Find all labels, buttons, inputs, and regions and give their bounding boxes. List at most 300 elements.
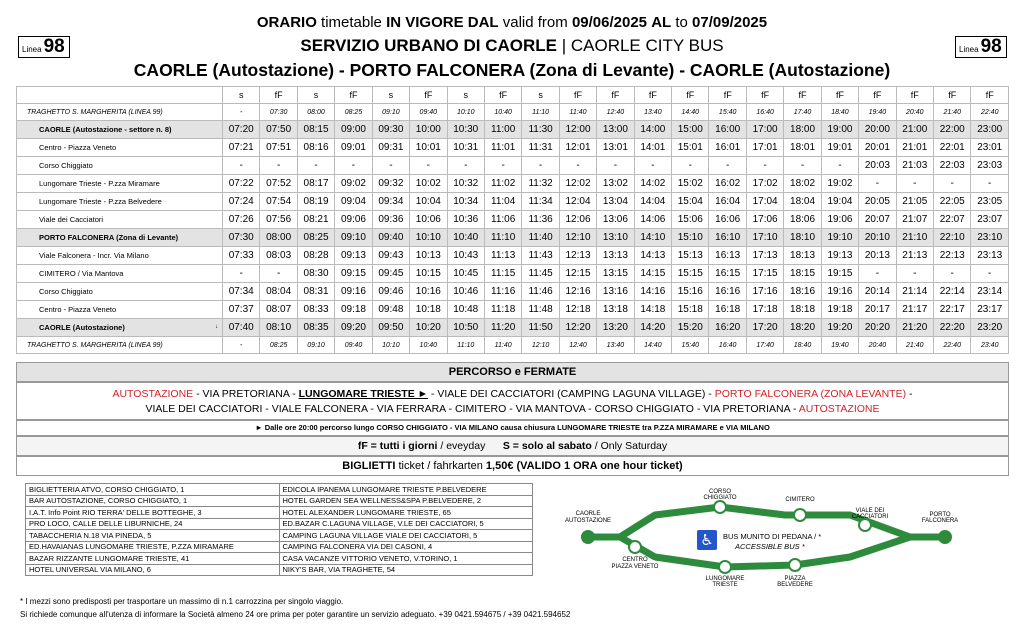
departure-time: 08:00: [260, 229, 297, 247]
departure-time: 07:52: [260, 175, 297, 193]
stop-row: [17, 247, 1009, 265]
departure-time: 10:40: [410, 337, 447, 354]
service-type-cell: fF: [260, 87, 297, 104]
map-label-piazza-1: PIAZZA: [784, 576, 806, 582]
departure-time: 09:40: [335, 337, 372, 354]
departure-time: 11:16: [484, 283, 521, 301]
departure-time: 10:32: [447, 175, 484, 193]
departure-time: 21:40: [896, 337, 933, 354]
departure-time: 18:10: [784, 229, 821, 247]
departure-time: 09:20: [335, 319, 372, 337]
validity-segment: IN VIGORE DAL: [386, 14, 499, 31]
stop-row: [17, 265, 1009, 283]
departure-time: 16:00: [709, 121, 746, 139]
departure-time: 14:00: [634, 121, 671, 139]
departure-time: -: [410, 157, 447, 175]
departure-time: 17:02: [746, 175, 783, 193]
evening-detour-note: ► Dalle ore 20:00 percorso lungo CORSO CHIGGIATO - VIA MILANO causa chiusura LUNGOMARE TRIESTE tra P.ZZA MIRAMARE e VIA MILANO: [16, 420, 1009, 436]
route-segment: LUNGOMARE TRIESTE ►: [298, 388, 429, 400]
departure-time: 15:06: [672, 211, 709, 229]
departure-time: 08:25: [260, 337, 297, 354]
outlet-row: [26, 553, 533, 565]
departure-time: 19:10: [821, 229, 858, 247]
departure-time: 07:40: [223, 319, 260, 337]
service-type-cell: fF: [597, 87, 634, 104]
departure-time: 22:07: [934, 211, 971, 229]
stop-name: [17, 301, 223, 319]
departure-time: 09:46: [372, 283, 409, 301]
departure-time: 18:06: [784, 211, 821, 229]
departure-time: -: [484, 157, 521, 175]
departure-time: -: [896, 265, 933, 283]
departure-time: 09:40: [410, 104, 447, 121]
route-segment: PORTO FALCONERA (ZONA LEVANTE): [714, 388, 907, 400]
outlet-cell: NIKY'S BAR, VIA TRAGHETE, 54: [279, 564, 533, 576]
departure-time: -: [372, 157, 409, 175]
departure-time: 23:03: [971, 157, 1009, 175]
departure-time: 14:16: [634, 283, 671, 301]
departure-time: 13:00: [597, 121, 634, 139]
departure-time: 12:15: [559, 265, 596, 283]
stop-name: [17, 319, 223, 337]
stop-name: [17, 157, 223, 175]
service-type-cell: fF: [934, 87, 971, 104]
departure-time: 14:01: [634, 139, 671, 157]
stop-name-text: Corso Chiggiato: [39, 161, 93, 170]
departure-time: 10:04: [410, 193, 447, 211]
stop-name-text: CIMITERO / Via Mantova: [39, 269, 124, 278]
departure-time: 18:01: [784, 139, 821, 157]
route-map: [560, 485, 980, 590]
stop-row: [17, 139, 1009, 157]
departure-time: 10:40: [447, 229, 484, 247]
departure-time: 19:20: [821, 319, 858, 337]
departure-time: 11:36: [522, 211, 559, 229]
departure-time: 20:07: [859, 211, 896, 229]
map-label-centro-1: CENTRO: [622, 557, 648, 563]
departure-time: 15:16: [672, 283, 709, 301]
departure-time: 08:03: [260, 247, 297, 265]
departure-time: 16:18: [709, 301, 746, 319]
stop-marker-corso-chiggiato: [714, 501, 726, 513]
departure-time: 13:10: [597, 229, 634, 247]
line-badge-number: 98: [980, 36, 1002, 57]
map-label-porto-1: PORTO: [929, 512, 951, 518]
service-type-cell: fF: [335, 87, 372, 104]
service-type-cell: s: [223, 87, 260, 104]
departure-time: 09:43: [372, 247, 409, 265]
departure-time: 15:20: [672, 319, 709, 337]
validity-segment: ORARIO: [256, 14, 317, 31]
departure-time: 22:05: [934, 193, 971, 211]
departure-time: -: [859, 265, 896, 283]
stop-marker-cimitero: [794, 509, 806, 521]
departure-time: 13:13: [597, 247, 634, 265]
departure-time: 20:14: [859, 283, 896, 301]
departure-time: 16:06: [709, 211, 746, 229]
departure-time: 08:07: [260, 301, 297, 319]
accessible-label-en: ACCESSIBLE BUS *: [735, 542, 805, 551]
outlet-cell: ED.HAVAIANAS LUNGOMARE TRIESTE, P.ZZA MIRAMARE: [26, 541, 280, 553]
departure-time: 10:40: [484, 104, 521, 121]
validity-segment: 09/06/2025: [571, 14, 648, 31]
departure-time: 16:20: [709, 319, 746, 337]
departure-time: 12:40: [597, 104, 634, 121]
departure-time: -: [597, 157, 634, 175]
departure-time: 10:15: [410, 265, 447, 283]
departure-time: 10:20: [410, 319, 447, 337]
outlet-cell: I.A.T. Info Point RIO TERRA' DELLE BOTTEGHE, 3: [26, 507, 280, 519]
route-title: CAORLE (Autostazione) - PORTO FALCONERA (Zona di Levante) - CAORLE (Autostazione): [133, 60, 891, 80]
departure-time: 08:35: [297, 319, 334, 337]
departure-time: 08:19: [297, 193, 334, 211]
departure-time: 21:10: [896, 229, 933, 247]
departure-time: 10:01: [410, 139, 447, 157]
departure-time: 11:06: [484, 211, 521, 229]
departure-time: 16:40: [746, 104, 783, 121]
departure-time: 17:06: [746, 211, 783, 229]
ticket-outlets-table: [25, 483, 533, 576]
departure-time: 13:16: [597, 283, 634, 301]
route-description: [16, 382, 1009, 420]
validity-segment: 07/09/2025: [692, 14, 768, 31]
departure-time: 14:20: [634, 319, 671, 337]
map-label-caorle-1: CAORLE: [575, 511, 601, 517]
departure-time: 18:16: [784, 283, 821, 301]
departure-time: 09:50: [372, 319, 409, 337]
stop-name: [17, 337, 223, 354]
departure-time: 19:04: [821, 193, 858, 211]
departure-time: 09:15: [335, 265, 372, 283]
departure-time: 08:16: [297, 139, 334, 157]
outlet-cell: BIGLIETTERIA ATVO, CORSO CHIGGIATO, 1: [26, 484, 280, 496]
departure-time: 11:10: [522, 104, 559, 121]
line-badge-label: Linea: [959, 45, 979, 54]
route-segment: -: [906, 388, 913, 400]
departure-time: 09:10: [372, 104, 409, 121]
service-title: [0, 36, 1024, 56]
departure-time: 09:06: [335, 211, 372, 229]
departure-time: 23:00: [971, 121, 1009, 139]
departure-time: 12:06: [559, 211, 596, 229]
departure-time: 14:13: [634, 247, 671, 265]
departure-time: 14:40: [634, 337, 671, 354]
stop-name: [17, 104, 223, 121]
departure-time: 12:10: [522, 337, 559, 354]
stop-name-text: Viale dei Cacciatori: [39, 215, 104, 224]
departure-time: 08:28: [297, 247, 334, 265]
service-type-cell: s: [447, 87, 484, 104]
departure-time: 10:06: [410, 211, 447, 229]
departure-time: 16:04: [709, 193, 746, 211]
stop-name: [17, 175, 223, 193]
departure-time: 09:31: [372, 139, 409, 157]
departure-time: 20:03: [859, 157, 896, 175]
stop-name-text: Centro - Piazza Veneto: [39, 143, 117, 152]
departure-time: 15:18: [672, 301, 709, 319]
info-segment: fF = tutti i giorni: [357, 440, 438, 452]
service-title-separator: |: [556, 36, 571, 55]
departure-time: 10:10: [447, 104, 484, 121]
departure-time: -: [260, 157, 297, 175]
departure-time: 17:18: [746, 301, 783, 319]
departure-time: 21:05: [896, 193, 933, 211]
departure-time: 07:24: [223, 193, 260, 211]
departure-time: 12:01: [559, 139, 596, 157]
departure-time: 07:56: [260, 211, 297, 229]
departure-time: 23:13: [971, 247, 1009, 265]
departure-time: 07:54: [260, 193, 297, 211]
service-type-cell: fF: [410, 87, 447, 104]
map-label-lungomare-1: LUNGOMARE: [705, 576, 745, 582]
stop-marker-lungomare: [719, 561, 731, 573]
outlet-cell: CAMPING LAGUNA VILLAGE VIALE DEI CACCIATORI, 5: [279, 530, 533, 542]
service-type-cell: fF: [559, 87, 596, 104]
departure-time: 22:17: [934, 301, 971, 319]
departure-time: 09:30: [372, 121, 409, 139]
departure-time: -: [223, 265, 260, 283]
departure-time: 10:16: [410, 283, 447, 301]
departure-time: 15:00: [672, 121, 709, 139]
departure-time: 16:40: [709, 337, 746, 354]
departure-time: 20:13: [859, 247, 896, 265]
service-type-cell: fF: [672, 87, 709, 104]
departure-time: -: [971, 265, 1009, 283]
departure-time: 15:13: [672, 247, 709, 265]
departure-time: 22:13: [934, 247, 971, 265]
service-type-cell: s: [372, 87, 409, 104]
service-type-corner: [17, 87, 223, 104]
service-type-cell: fF: [634, 87, 671, 104]
departure-time: 08:33: [297, 301, 334, 319]
departure-time: 08:30: [297, 265, 334, 283]
departure-time: 11:18: [484, 301, 521, 319]
departure-time: 11:13: [484, 247, 521, 265]
departure-time: 10:18: [410, 301, 447, 319]
departure-time: 20:10: [859, 229, 896, 247]
departure-time: 12:10: [559, 229, 596, 247]
stop-name: [17, 283, 223, 301]
departure-time: 18:18: [784, 301, 821, 319]
outlet-cell: BAR AUTOSTAZIONE, CORSO CHIGGIATO, 1: [26, 495, 280, 507]
departure-time: 20:40: [896, 104, 933, 121]
departure-time: 11:20: [484, 319, 521, 337]
stop-name: [17, 229, 223, 247]
departure-time: 13:04: [597, 193, 634, 211]
frequency-legend: [16, 436, 1009, 456]
info-segment: / eveyday: [437, 440, 503, 452]
departure-time: -: [260, 265, 297, 283]
departure-time: 15:01: [672, 139, 709, 157]
service-type-cell: fF: [896, 87, 933, 104]
departure-time: 17:20: [746, 319, 783, 337]
departure-time: 12:04: [559, 193, 596, 211]
departure-time: 17:10: [746, 229, 783, 247]
departure-time: 21:40: [934, 104, 971, 121]
service-type-cell: fF: [821, 87, 858, 104]
departure-time: -: [672, 157, 709, 175]
stop-row: [17, 301, 1009, 319]
departure-time: 19:15: [821, 265, 858, 283]
stop-name: [17, 265, 223, 283]
departure-time: 12:40: [559, 337, 596, 354]
departure-time: 17:16: [746, 283, 783, 301]
departure-time: 16:02: [709, 175, 746, 193]
map-label-viale-2: CACCIATORI: [851, 514, 889, 520]
departure-time: 10:30: [447, 121, 484, 139]
stop-name-text: PORTO FALCONERA (Zona di Levante): [39, 233, 179, 242]
route-section-title: PERCORSO e FERMATE: [16, 362, 1009, 382]
departure-time: 09:00: [335, 121, 372, 139]
stop-name: [17, 247, 223, 265]
departure-time: 07:30: [260, 104, 297, 121]
departure-time: -: [335, 157, 372, 175]
departure-time: 13:01: [597, 139, 634, 157]
departure-time: 08:25: [335, 104, 372, 121]
stop-row: [17, 319, 1009, 337]
departure-time: 15:40: [672, 337, 709, 354]
departure-time: 09:10: [335, 229, 372, 247]
departure-time: 23:01: [971, 139, 1009, 157]
departure-time: 21:00: [896, 121, 933, 139]
departure-time: -: [634, 157, 671, 175]
departure-time: 12:02: [559, 175, 596, 193]
departure-time: 23:07: [971, 211, 1009, 229]
departure-time: 10:10: [372, 337, 409, 354]
departure-time: 10:43: [447, 247, 484, 265]
validity-segment: AL: [651, 14, 672, 31]
map-label-piazza-2: BELVEDERE: [777, 582, 813, 588]
departure-time: 14:04: [634, 193, 671, 211]
departure-time: 11:43: [522, 247, 559, 265]
departure-time: 09:16: [335, 283, 372, 301]
departure-time: -: [559, 157, 596, 175]
departure-time: 13:06: [597, 211, 634, 229]
departure-time: 08:00: [297, 104, 334, 121]
departure-time: 12:00: [559, 121, 596, 139]
departure-time: 08:04: [260, 283, 297, 301]
departure-time: 11:10: [447, 337, 484, 354]
departure-time: 19:16: [821, 283, 858, 301]
departure-time: -: [821, 157, 858, 175]
info-segment: BIGLIETTI: [342, 460, 396, 472]
service-type-cell: fF: [746, 87, 783, 104]
accessible-bus-info: [697, 530, 821, 551]
departure-time: 12:13: [559, 247, 596, 265]
departure-time: 09:18: [335, 301, 372, 319]
departure-time: 22:40: [934, 337, 971, 354]
departure-time: 14:02: [634, 175, 671, 193]
map-label-centro-2: PIAZZA VENETO: [611, 564, 659, 570]
outlet-row: [26, 507, 533, 519]
departure-time: 11:02: [484, 175, 521, 193]
info-segment: ticket / fahrkarten: [395, 460, 486, 472]
departure-time: 18:40: [784, 337, 821, 354]
departure-time: 11:48: [522, 301, 559, 319]
departure-time: 08:15: [297, 121, 334, 139]
footnote-contact: Si richiede comunque all'utenza di informare la Società almeno 24 ore prima per poter garantire un servizio adeguato. +39 0421.594675 / +39 0421.594652: [20, 610, 571, 619]
outlet-cell: CAMPING FALCONERA VIA DEI CASONI, 4: [279, 541, 533, 553]
outlet-cell: HOTEL ALEXANDER LUNGOMARE TRIESTE, 65: [279, 507, 533, 519]
footnote-capacity: * I mezzi sono predisposti per trasportare un massimo di n.1 carrozzina per singolo viaggio.: [20, 597, 344, 606]
map-label-caorle-2: AUTOSTAZIONE: [564, 518, 612, 524]
departure-time: -: [971, 175, 1009, 193]
departure-time: 07:50: [260, 121, 297, 139]
departure-time: 23:40: [971, 337, 1009, 354]
departure-time: 10:34: [447, 193, 484, 211]
departure-time: 10:36: [447, 211, 484, 229]
stop-row: [17, 193, 1009, 211]
departure-time: 16:10: [709, 229, 746, 247]
departure-time: 18:02: [784, 175, 821, 193]
departure-time: 17:04: [746, 193, 783, 211]
departure-time: 20:01: [859, 139, 896, 157]
stop-name-text: TRAGHETTO S. MARGHERITA (LINEA 99): [27, 108, 163, 116]
route-segment: - VIALE DEI CACCIATORI (CAMPING LAGUNA VILLAGE) -: [428, 388, 715, 400]
departure-time: 22:14: [934, 283, 971, 301]
departure-time: 20:17: [859, 301, 896, 319]
departure-time: 10:00: [410, 121, 447, 139]
terminal-marker-porto-falconera: [938, 530, 952, 544]
departure-time: 07:37: [223, 301, 260, 319]
departure-time: 09:32: [372, 175, 409, 193]
departure-time: 21:20: [896, 319, 933, 337]
departure-time: 12:20: [559, 319, 596, 337]
departure-time: 11:04: [484, 193, 521, 211]
stop-name-text: Viale Falconera - Incr. Via Milano: [39, 251, 149, 260]
departure-time: 07:51: [260, 139, 297, 157]
departure-time: 10:10: [410, 229, 447, 247]
departure-time: 18:15: [784, 265, 821, 283]
outlet-cell: ED.BAZAR C.LAGUNA VILLAGE, V.LE DEI CACCIATORI, 5: [279, 518, 533, 530]
departure-time: 22:20: [934, 319, 971, 337]
outlet-cell: TABACCHERIA N.18 VIA PINEDA, 5: [26, 530, 280, 542]
map-label-lungomare-2: TRIESTE: [712, 582, 738, 588]
departure-time: 19:18: [821, 301, 858, 319]
departure-time: -: [447, 157, 484, 175]
departure-time: 13:40: [597, 337, 634, 354]
service-type-cell: fF: [709, 87, 746, 104]
validity-segment: timetable: [316, 14, 387, 31]
departure-time: 11:15: [484, 265, 521, 283]
departure-time: 08:10: [260, 319, 297, 337]
departure-time: 22:10: [934, 229, 971, 247]
departure-time: 07:26: [223, 211, 260, 229]
departure-time: 19:40: [859, 104, 896, 121]
ferry-connection-row: [17, 337, 1009, 354]
departure-time: 15:04: [672, 193, 709, 211]
outlet-row: [26, 518, 533, 530]
departure-time: 07:33: [223, 247, 260, 265]
departure-time: 23:05: [971, 193, 1009, 211]
departure-time: 14:15: [634, 265, 671, 283]
departure-time: 10:31: [447, 139, 484, 157]
departure-time: 21:07: [896, 211, 933, 229]
departure-time: 18:00: [784, 121, 821, 139]
outlet-cell: HOTEL GARDEN SEA WELLNESS&SPA P.BELVEDERE, 2: [279, 495, 533, 507]
timetable: [16, 86, 1009, 354]
service-type-cell: s: [522, 87, 559, 104]
departure-time: 21:14: [896, 283, 933, 301]
departure-time: -: [223, 337, 260, 354]
departure-time: 12:18: [559, 301, 596, 319]
departure-time: 07:30: [223, 229, 260, 247]
departure-time: 15:02: [672, 175, 709, 193]
departure-time: 11:46: [522, 283, 559, 301]
departure-time: 10:50: [447, 319, 484, 337]
map-label-porto-2: FALCONERA: [921, 518, 959, 524]
stop-row: [17, 283, 1009, 301]
